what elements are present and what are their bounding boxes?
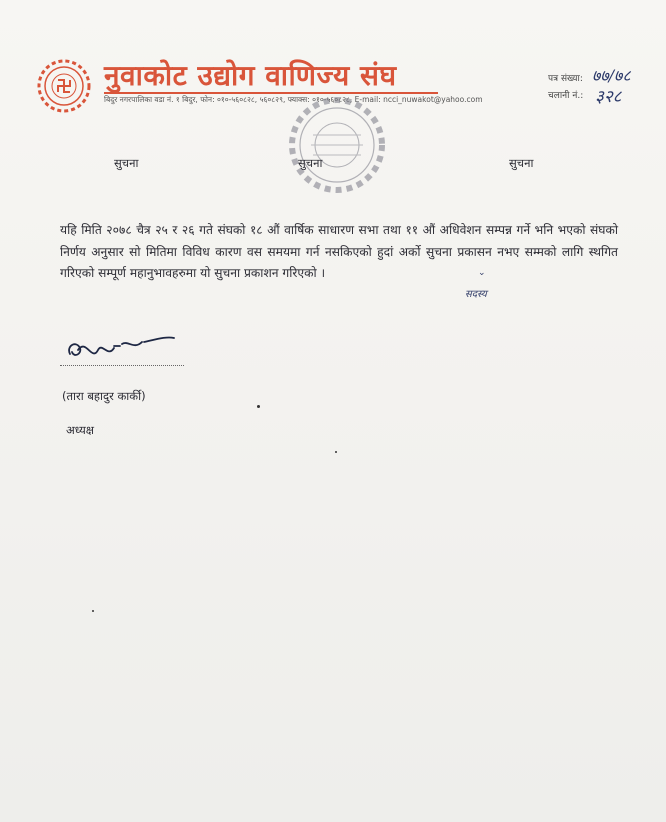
letter-number-value: ७७/७८: [592, 66, 631, 85]
notice-heading-left: सुचना: [114, 156, 139, 170]
signatory-title: अध्यक्ष: [66, 423, 95, 437]
paper-speck: [92, 610, 94, 612]
letter-number-label: पत्र संख्या:: [548, 74, 583, 84]
dispatch-number-label: चलानी नं.:: [548, 91, 584, 101]
notice-heading-right: सुचना: [509, 156, 534, 170]
handwritten-signature: [62, 328, 182, 368]
dispatch-number-value: ३२८: [595, 87, 622, 107]
handwritten-insert: सदस्य: [465, 289, 487, 300]
notice-body: यहि मिति २०७८ चैत्र २५ र २६ गते संघको १८ औं वार्षिक साधारण सभा तथा ११ औं अधिवेशन सम्पन्न गर्ने भनि भएको संघको निर्णय अनुसार सो मितिमा विविध कारण वस समयमा गर्न नसकिएको हुदां अर्को सुचना प्रकासन नभए सम्मको लागि स्थगित गरिएको सम्पूर्ण महानुभावहरुमा यो सुचना प्रकाशन गरिएको ।: [60, 223, 618, 280]
notice-heading-center: सुचना: [298, 156, 323, 170]
signature-line: [60, 365, 184, 366]
official-stamp-icon: [287, 95, 387, 195]
organization-logo-icon: [36, 58, 92, 114]
letterhead-rule: [104, 92, 438, 94]
organization-contact: बिदुर नगरपालिका वडा नं. १ बिदुर, फोन: ०१०-५६०८२८, ५६०८२९, फ्याक्स: ०१०-५६०८२८, E-mail: ncci_nuwakot@yahoo.com: [104, 95, 483, 104]
insertion-caret-mark: ⌄: [478, 268, 486, 278]
organization-name: नुवाकोट उद्योग वाणिज्य संघ: [104, 59, 397, 92]
signatory-name: (तारा बहादुर कार्की): [62, 389, 146, 403]
paper-speck: [257, 405, 260, 408]
paper-speck: [335, 451, 337, 453]
